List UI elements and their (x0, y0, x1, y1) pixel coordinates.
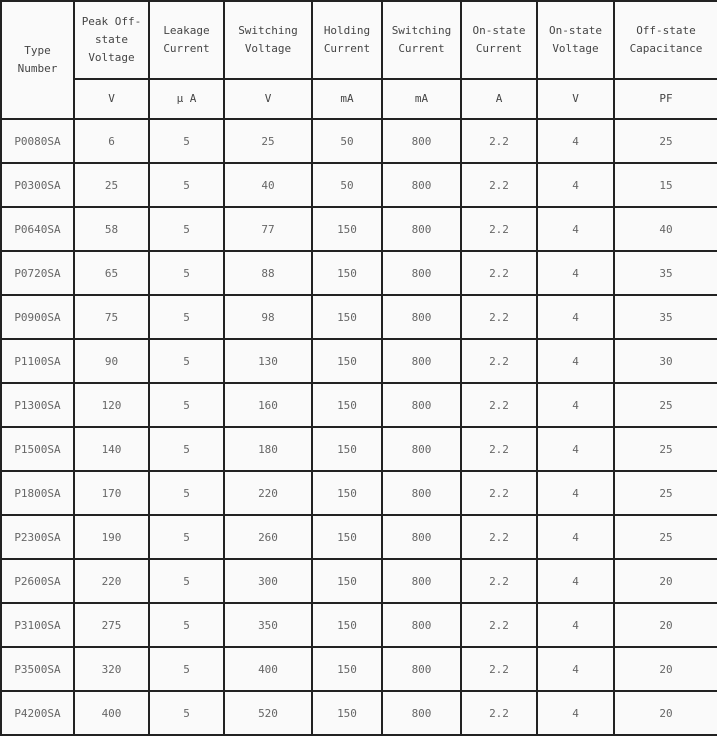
type-number-cell: P0720SA (1, 251, 74, 295)
value-cell: 2.2 (461, 207, 537, 251)
table-row (1, 427, 717, 471)
table-row (1, 647, 717, 691)
value-cell: 4 (537, 647, 614, 691)
value-cell: 520 (224, 691, 312, 735)
value-cell: 25 (224, 119, 312, 163)
type-number-cell: P1100SA (1, 339, 74, 383)
unit-off-state-capacitance: PF (614, 79, 717, 119)
column-header-switching-voltage: Switching Voltage (224, 1, 312, 79)
value-cell: 150 (312, 427, 382, 471)
value-cell: 90 (74, 339, 149, 383)
value-cell: 88 (224, 251, 312, 295)
unit-peak-off-state-voltage: V (74, 79, 149, 119)
value-cell: 150 (312, 207, 382, 251)
value-cell: 40 (224, 163, 312, 207)
value-cell: 2.2 (461, 691, 537, 735)
value-cell: 5 (149, 383, 224, 427)
value-cell: 2.2 (461, 163, 537, 207)
value-cell: 5 (149, 163, 224, 207)
value-cell: 150 (312, 383, 382, 427)
value-cell: 50 (312, 119, 382, 163)
value-cell: 5 (149, 427, 224, 471)
value-cell: 2.2 (461, 515, 537, 559)
value-cell: 800 (382, 339, 461, 383)
value-cell: 275 (74, 603, 149, 647)
type-number-cell: P1800SA (1, 471, 74, 515)
value-cell: 25 (614, 383, 717, 427)
value-cell: 6 (74, 119, 149, 163)
value-cell: 2.2 (461, 383, 537, 427)
type-number-cell: P1500SA (1, 427, 74, 471)
table-row (1, 207, 717, 251)
value-cell: 160 (224, 383, 312, 427)
value-cell: 150 (312, 691, 382, 735)
value-cell: 130 (224, 339, 312, 383)
value-cell: 800 (382, 383, 461, 427)
value-cell: 220 (74, 559, 149, 603)
column-header-leakage-current: Leakage Current (149, 1, 224, 79)
type-number-cell: P2300SA (1, 515, 74, 559)
value-cell: 120 (74, 383, 149, 427)
table-header (1, 1, 717, 119)
value-cell: 15 (614, 163, 717, 207)
value-cell: 4 (537, 251, 614, 295)
value-cell: 2.2 (461, 603, 537, 647)
table-row (1, 559, 717, 603)
value-cell: 5 (149, 251, 224, 295)
value-cell: 150 (312, 339, 382, 383)
value-cell: 2.2 (461, 559, 537, 603)
table-body (1, 119, 717, 735)
header-unit-row (1, 79, 717, 119)
column-header-on-state-voltage: On-state Voltage (537, 1, 614, 79)
value-cell: 75 (74, 295, 149, 339)
value-cell: 150 (312, 515, 382, 559)
value-cell: 300 (224, 559, 312, 603)
column-header-switching-current: Switching Current (382, 1, 461, 79)
value-cell: 20 (614, 603, 717, 647)
type-number-cell: P3100SA (1, 603, 74, 647)
value-cell: 20 (614, 559, 717, 603)
value-cell: 5 (149, 647, 224, 691)
value-cell: 800 (382, 647, 461, 691)
value-cell: 40 (614, 207, 717, 251)
value-cell: 35 (614, 295, 717, 339)
column-header-off-state-capacitance: Off-state Capacitance (614, 1, 717, 79)
value-cell: 800 (382, 119, 461, 163)
value-cell: 150 (312, 251, 382, 295)
value-cell: 2.2 (461, 647, 537, 691)
column-header-type-number: Type Number (1, 1, 74, 119)
value-cell: 4 (537, 471, 614, 515)
value-cell: 260 (224, 515, 312, 559)
value-cell: 400 (74, 691, 149, 735)
value-cell: 400 (224, 647, 312, 691)
value-cell: 220 (224, 471, 312, 515)
value-cell: 2.2 (461, 251, 537, 295)
value-cell: 2.2 (461, 295, 537, 339)
value-cell: 25 (614, 471, 717, 515)
value-cell: 4 (537, 603, 614, 647)
table-row (1, 295, 717, 339)
column-header-peak-off-state-voltage: Peak Off- state Voltage (74, 1, 149, 79)
unit-holding-current: mA (312, 79, 382, 119)
value-cell: 800 (382, 207, 461, 251)
type-number-cell: P1300SA (1, 383, 74, 427)
value-cell: 25 (74, 163, 149, 207)
table-row (1, 383, 717, 427)
value-cell: 150 (312, 647, 382, 691)
type-number-cell: P3500SA (1, 647, 74, 691)
value-cell: 2.2 (461, 119, 537, 163)
header-name-row (1, 1, 717, 79)
value-cell: 800 (382, 515, 461, 559)
type-number-cell: P0300SA (1, 163, 74, 207)
value-cell: 58 (74, 207, 149, 251)
value-cell: 35 (614, 251, 717, 295)
value-cell: 5 (149, 559, 224, 603)
value-cell: 4 (537, 427, 614, 471)
column-header-on-state-current: On-state Current (461, 1, 537, 79)
value-cell: 5 (149, 339, 224, 383)
value-cell: 4 (537, 559, 614, 603)
value-cell: 25 (614, 119, 717, 163)
table-row (1, 471, 717, 515)
value-cell: 190 (74, 515, 149, 559)
unit-leakage-current: μ A (149, 79, 224, 119)
value-cell: 98 (224, 295, 312, 339)
value-cell: 4 (537, 691, 614, 735)
value-cell: 65 (74, 251, 149, 295)
value-cell: 800 (382, 603, 461, 647)
table-row (1, 119, 717, 163)
value-cell: 800 (382, 295, 461, 339)
value-cell: 5 (149, 471, 224, 515)
value-cell: 350 (224, 603, 312, 647)
value-cell: 2.2 (461, 427, 537, 471)
value-cell: 170 (74, 471, 149, 515)
type-number-cell: P0640SA (1, 207, 74, 251)
value-cell: 4 (537, 163, 614, 207)
unit-on-state-current: A (461, 79, 537, 119)
type-number-cell: P0900SA (1, 295, 74, 339)
table-row (1, 515, 717, 559)
value-cell: 2.2 (461, 471, 537, 515)
unit-switching-voltage: V (224, 79, 312, 119)
value-cell: 5 (149, 119, 224, 163)
value-cell: 5 (149, 603, 224, 647)
value-cell: 2.2 (461, 339, 537, 383)
value-cell: 5 (149, 295, 224, 339)
table-row (1, 339, 717, 383)
value-cell: 20 (614, 691, 717, 735)
value-cell: 50 (312, 163, 382, 207)
table-row (1, 163, 717, 207)
value-cell: 800 (382, 559, 461, 603)
type-number-cell: P0080SA (1, 119, 74, 163)
value-cell: 5 (149, 515, 224, 559)
value-cell: 25 (614, 515, 717, 559)
value-cell: 800 (382, 251, 461, 295)
value-cell: 77 (224, 207, 312, 251)
value-cell: 20 (614, 647, 717, 691)
value-cell: 4 (537, 295, 614, 339)
unit-on-state-voltage: V (537, 79, 614, 119)
value-cell: 800 (382, 163, 461, 207)
value-cell: 800 (382, 471, 461, 515)
value-cell: 150 (312, 471, 382, 515)
value-cell: 140 (74, 427, 149, 471)
value-cell: 180 (224, 427, 312, 471)
value-cell: 800 (382, 427, 461, 471)
type-number-cell: P4200SA (1, 691, 74, 735)
value-cell: 150 (312, 559, 382, 603)
table-row (1, 603, 717, 647)
value-cell: 5 (149, 691, 224, 735)
value-cell: 5 (149, 207, 224, 251)
column-header-holding-current: Holding Current (312, 1, 382, 79)
table-row (1, 691, 717, 735)
value-cell: 4 (537, 515, 614, 559)
table-row (1, 251, 717, 295)
unit-switching-current: mA (382, 79, 461, 119)
value-cell: 4 (537, 207, 614, 251)
value-cell: 25 (614, 427, 717, 471)
value-cell: 150 (312, 603, 382, 647)
value-cell: 320 (74, 647, 149, 691)
value-cell: 30 (614, 339, 717, 383)
type-number-cell: P2600SA (1, 559, 74, 603)
value-cell: 800 (382, 691, 461, 735)
value-cell: 4 (537, 339, 614, 383)
value-cell: 150 (312, 295, 382, 339)
value-cell: 4 (537, 383, 614, 427)
value-cell: 4 (537, 119, 614, 163)
